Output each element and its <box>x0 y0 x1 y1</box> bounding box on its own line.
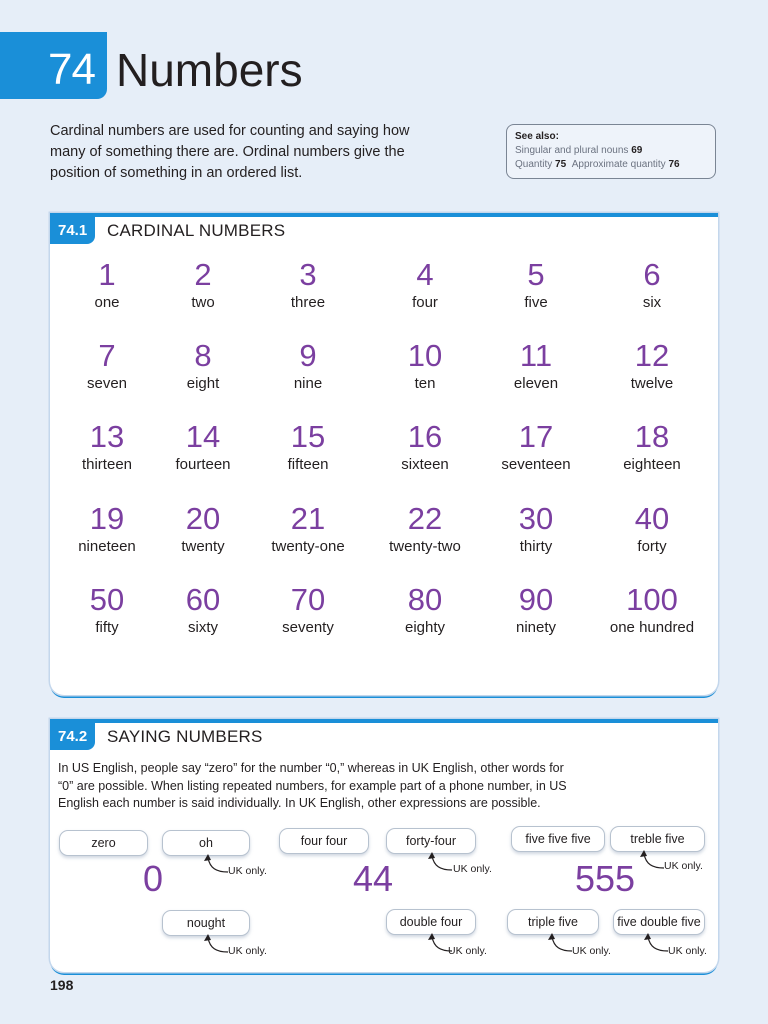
speech-bubble-treble-five: treble five <box>610 826 705 852</box>
uk-only-label: UK only. <box>668 945 707 957</box>
speech-bubble-zero: zero <box>59 830 148 856</box>
numeral: 3 <box>299 257 317 292</box>
numeral: 80 <box>407 582 443 617</box>
section-title: CARDINAL NUMBERS <box>107 221 286 240</box>
speech-bubble-forty-four: forty-four <box>386 828 476 854</box>
speech-bubble-five-double-five: five double five <box>613 909 705 935</box>
number-word: ninety <box>515 619 557 636</box>
number-word: eight <box>186 375 220 392</box>
number-cell <box>478 257 594 313</box>
number-word: seventeen <box>501 456 571 473</box>
number-word: eleven <box>513 375 559 392</box>
section-tag: 74.2 <box>50 723 95 750</box>
number-cell <box>478 419 594 475</box>
number-cell <box>478 582 594 638</box>
see-also-link-text[interactable]: Approximate quantity <box>571 159 666 170</box>
number-cell <box>145 257 261 313</box>
number-cell <box>367 419 483 475</box>
uk-only-label: UK only. <box>453 863 492 875</box>
number-cell <box>367 338 483 394</box>
page-number: 198 <box>50 977 74 993</box>
arrow-icon <box>640 933 670 955</box>
number-cell <box>145 419 261 475</box>
number-word: twenty-one <box>271 538 345 555</box>
example-number-44: 44 <box>353 858 394 899</box>
uk-only-label: UK only. <box>572 945 611 957</box>
number-cell <box>478 338 594 394</box>
numeral: 7 <box>98 338 116 373</box>
number-word: sixty <box>188 619 218 636</box>
number-word: sixteen <box>401 456 449 473</box>
numeral: 30 <box>518 501 554 536</box>
numeral: 18 <box>634 419 670 454</box>
number-word: forty <box>637 538 667 555</box>
see-also-link-text[interactable]: Quantity <box>515 159 553 170</box>
arrow-icon <box>424 852 454 874</box>
uk-only-label: UK only. <box>664 860 703 872</box>
numeral: 15 <box>290 419 326 454</box>
number-cell <box>478 501 594 557</box>
section-tag: 74.1 <box>50 217 95 244</box>
numeral: 6 <box>643 257 661 292</box>
number-cell <box>250 419 366 475</box>
saying-numbers-panel <box>50 719 718 972</box>
numeral: 21 <box>290 501 326 536</box>
number-cell <box>367 257 483 313</box>
numeral: 16 <box>407 419 443 454</box>
number-cell <box>594 501 710 557</box>
number-cell <box>594 582 710 638</box>
uk-only-label: UK only. <box>228 865 267 877</box>
number-word: one hundred <box>609 619 695 636</box>
numeral: 8 <box>194 338 212 373</box>
uk-only-label: UK only. <box>448 945 487 957</box>
speech-bubble-double-four: double four <box>386 909 476 935</box>
see-also-box <box>506 124 716 179</box>
example-number-zero: 0 <box>143 858 164 899</box>
numeral: 22 <box>407 501 443 536</box>
number-word: two <box>191 294 215 311</box>
number-word: nine <box>293 375 323 392</box>
number-cell <box>594 257 710 313</box>
see-also-ref[interactable]: 75 <box>555 159 567 170</box>
number-word: thirty <box>519 538 553 555</box>
numeral: 13 <box>89 419 125 454</box>
number-word: fifteen <box>287 456 329 473</box>
see-also-ref[interactable]: 69 <box>631 145 643 156</box>
example-number-555: 555 <box>575 858 636 899</box>
number-cell <box>145 582 261 638</box>
unit-number: 74 <box>48 45 95 94</box>
numeral: 1 <box>98 257 116 292</box>
numeral: 10 <box>407 338 443 373</box>
numeral: 11 <box>519 338 553 373</box>
numeral: 17 <box>518 419 554 454</box>
numeral: 5 <box>527 257 545 292</box>
number-cell <box>594 419 710 475</box>
arrow-icon <box>200 854 230 876</box>
section-title: SAYING NUMBERS <box>107 727 263 746</box>
number-word: four <box>412 294 438 311</box>
see-also-link-text[interactable]: Singular and plural nouns <box>515 145 629 156</box>
numeral: 70 <box>290 582 326 617</box>
speech-bubble-nought: nought <box>162 910 250 936</box>
number-cell <box>250 257 366 313</box>
numeral: 2 <box>194 257 212 292</box>
number-word: fourteen <box>175 456 231 473</box>
see-also-line-1 <box>515 144 707 158</box>
number-cell <box>250 338 366 394</box>
numeral: 20 <box>185 501 221 536</box>
number-cell <box>367 501 483 557</box>
number-cell <box>594 338 710 394</box>
numeral: 90 <box>518 582 554 617</box>
number-word: five <box>524 294 548 311</box>
arrow-icon <box>544 933 574 955</box>
section-body-text: In US English, people say “zero” for the number “0,” whereas in UK English, other words for “0” are possible. When listing repeated numbers, for example part of a phone number, in US English each number is said individually. In UK English, other expressions are possible. <box>58 761 567 810</box>
numeral: 19 <box>89 501 125 536</box>
number-cell <box>145 338 261 394</box>
number-word: twenty-two <box>389 538 461 555</box>
number-word: ten <box>414 375 436 392</box>
number-cell <box>367 582 483 638</box>
uk-only-label: UK only. <box>228 945 267 957</box>
numeral: 40 <box>634 501 670 536</box>
arrow-icon <box>636 850 666 872</box>
number-word: one <box>94 294 120 311</box>
number-word: six <box>642 294 662 311</box>
numeral: 60 <box>185 582 221 617</box>
numeral: 4 <box>416 257 434 292</box>
speech-bubble-four-four: four four <box>279 828 369 854</box>
speech-bubble-five-five-five: five five five <box>511 826 605 852</box>
number-word: thirteen <box>81 456 133 473</box>
number-word: seventy <box>282 619 334 636</box>
number-word: eighteen <box>623 456 681 473</box>
number-word: nineteen <box>78 538 136 555</box>
number-cell <box>145 501 261 557</box>
numeral: 12 <box>634 338 670 373</box>
numeral: 9 <box>299 338 317 373</box>
arrow-icon <box>200 934 230 956</box>
number-word: seven <box>86 375 128 392</box>
numeral: 14 <box>185 419 221 454</box>
number-cell <box>250 582 366 638</box>
see-also-heading: See also: <box>515 131 559 142</box>
see-also-ref[interactable]: 76 <box>668 159 680 170</box>
number-cell <box>250 501 366 557</box>
speech-bubble-triple-five: triple five <box>507 909 599 935</box>
see-also-line-2 <box>515 158 707 172</box>
number-word: three <box>290 294 326 311</box>
number-word: fifty <box>95 619 119 636</box>
intro-text: Cardinal numbers are used for counting and saying how many of something there are. Ordinal numbers give the position of something in an ordered list. <box>50 123 410 181</box>
speech-bubble-oh: oh <box>162 830 250 856</box>
number-word: twelve <box>630 375 674 392</box>
number-word: twenty <box>181 538 225 555</box>
numeral: 50 <box>89 582 125 617</box>
unit-title: Numbers <box>116 44 303 96</box>
number-word: eighty <box>404 619 446 636</box>
numeral: 100 <box>626 582 678 617</box>
cardinal-numbers-panel <box>50 213 718 695</box>
